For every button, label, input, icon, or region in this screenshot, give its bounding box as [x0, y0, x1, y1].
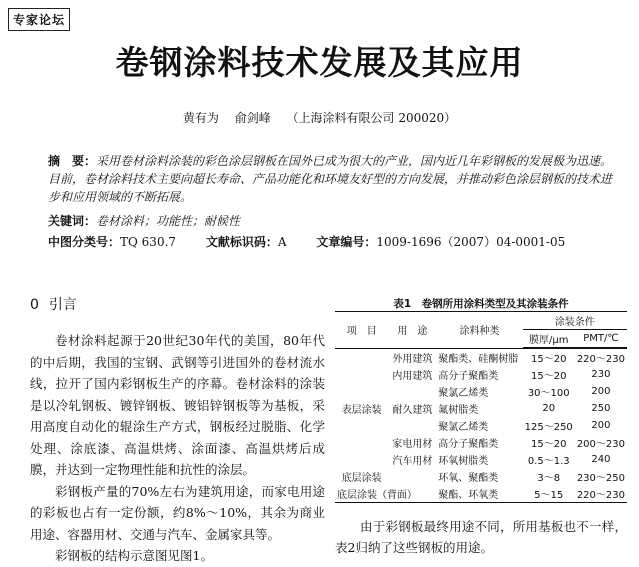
table-row: 底层涂装 环氧、聚酯类 3～8 230～250 — [341, 473, 625, 484]
header-conditions: 涂装条件 — [523, 312, 627, 330]
header-item: 项 目 — [335, 312, 388, 348]
table-caption: 表1 卷钢所用涂料类型及其涂装条件 — [393, 298, 569, 310]
keywords — [48, 212, 240, 229]
header-pmt: PMT/℃ — [575, 330, 627, 348]
keywords-text: 卷材涂料；功能性；耐候性 — [96, 214, 241, 228]
right-column-body — [335, 516, 627, 558]
column-tag: 专家论坛 — [8, 8, 70, 31]
paragraph: 卷材涂料起源于20世纪30年代的美国，80年代的中后期，我国的宝钢、武钢等引进国外的卷材流水线，拉开了国内彩钢板生产的序幕。卷材涂料的涂装是以冷轧钢板、镀锌钢板、镀铝锌钢板等为基板，采用高度自动化的辊涂生产方式，钢板经过脱脂、化学处理、涂底漆、高温烘烤、涂面漆、高温烘烤后成膜，并达到一定物理性能和抗性的涂层。 — [30, 333, 325, 477]
paragraph: 由于彩钢板最终用途不同，所用基板也不一样，表2归纳了这些钢板的用途。 — [335, 519, 627, 555]
header-film: 膜厚/μm — [523, 330, 575, 348]
document-code: 文献标识码：A — [205, 235, 287, 249]
table-row: 表层涂装 耐久建筑 氟树脂类 20 250 — [341, 403, 611, 416]
abstract — [48, 152, 614, 206]
article-title: 卷钢涂料技术发展及其应用 — [115, 43, 524, 82]
section-number: 0 — [30, 297, 39, 313]
header-coating: 涂料种类 — [436, 312, 522, 348]
section-heading — [30, 294, 77, 314]
table-row: 底层涂装（背面） 聚酯、环氧类 5～15 220～230 — [335, 485, 627, 503]
affiliation: （上海涂料有限公司 200020） — [286, 111, 457, 125]
paragraph: 彩钢板的结构示意图见图1。 — [55, 548, 213, 563]
left-column-body — [30, 330, 325, 567]
table-row: 内用建筑 高分子聚酯类 15～20 230 — [392, 369, 611, 382]
table-row: 家电用材 高分子聚酯类 15～20 200～230 — [392, 439, 625, 450]
coating-table — [335, 311, 627, 503]
table-row: 聚氯乙烯类 30～100 200 — [438, 386, 611, 399]
author-name: 俞剑峰 — [234, 111, 271, 125]
table-row: 汽车用材 环氧树脂类 0.5～1.3 240 — [392, 454, 611, 467]
classification-line — [48, 233, 591, 250]
section-title: 引言 — [48, 297, 77, 313]
header-use: 用 途 — [388, 312, 436, 348]
author-name: 黄有为 — [182, 111, 219, 125]
author-line — [0, 109, 639, 126]
abstract-text: 采用卷材涂料涂装的彩色涂层钢板在国外已成为很大的产业，国内近几年彩钢板的发展极为迅速。目前，卷材涂料技术主要向超长寿命、产品功能化和环境友好型的方向发展，并推动彩色涂层钢板的技术进步和应用领域的不断拓展。 — [48, 154, 613, 204]
table-row: 聚氯乙烯类 125～250 200 — [438, 420, 611, 433]
paragraph: 彩钢板产量的70%左右为建筑用途，而家电用途的彩板也占有一定份额，约8%～10%，其余为商业用途、容器用材、交通与汽车、金属家具等。 — [30, 483, 325, 542]
table-row: 外用建筑 聚酯类、硅酮树脂 15～20 220～230 — [392, 354, 625, 365]
keywords-label: 关键词： — [48, 214, 97, 228]
abstract-label: 摘 要： — [48, 154, 97, 168]
clc-number: 中图分类号：TQ 630.7 — [48, 235, 177, 249]
article-number: 文章编号：1009-1696（2007）04-0001-05 — [316, 235, 566, 249]
